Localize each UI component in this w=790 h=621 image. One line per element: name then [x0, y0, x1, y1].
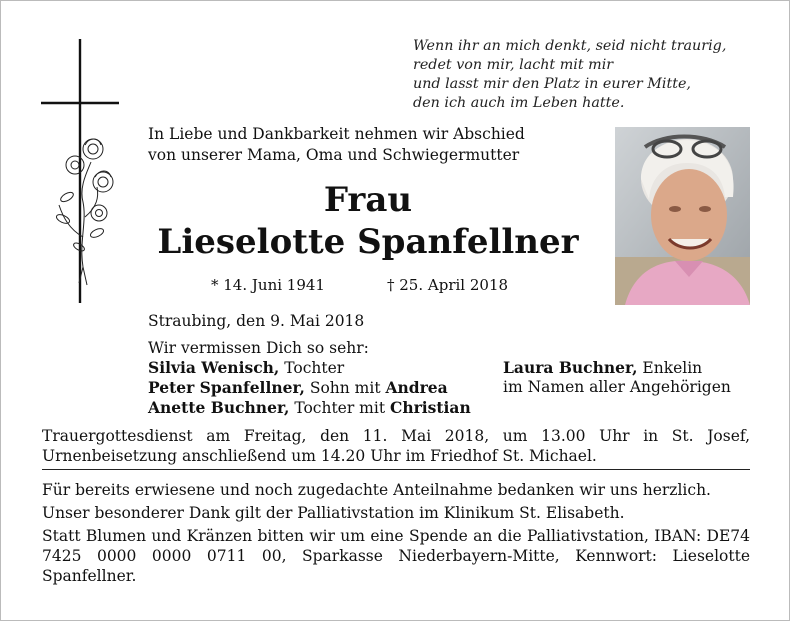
intro-line: von unserer Mama, Oma und Schwiegermutter: [148, 146, 520, 164]
mourner-relation: Tochter: [279, 359, 345, 377]
deceased-name: Lieselotte Spanfellner: [157, 222, 579, 262]
service-line: Trauergottesdienst am Freitag, den 11. Mai 2018, um 13.00 Uhr in St. Josef,: [42, 427, 750, 445]
mourner-relation: Enkelin: [637, 359, 703, 377]
mourner-name: Laura Buchner,: [503, 358, 638, 377]
service-line: Urnenbeisetzung anschließend um 14.20 Uhr im Friedhof St. Michael.: [42, 447, 597, 465]
portrait-photo: [615, 127, 750, 305]
mourner-relation: im Namen aller Angehörigen: [503, 378, 731, 396]
death-date: † 25. April 2018: [387, 276, 509, 294]
mourner-relation: Sohn mit: [304, 379, 386, 397]
mourner-name: Peter Spanfellner,: [148, 378, 305, 397]
mourners-intro: Wir vermissen Dich so sehr:: [148, 339, 369, 357]
thanks-text: [42, 480, 750, 589]
mourner-entry: [148, 398, 508, 418]
mourner-entry: [503, 378, 763, 397]
poem-line: den ich auch im Leben hatte.: [413, 95, 625, 111]
intro-line: In Liebe und Dankbarkeit nehmen wir Abschied: [148, 125, 525, 143]
mourner-name: Silvia Wenisch,: [148, 358, 280, 377]
mourner-entry: [148, 378, 508, 398]
mourner-partner-name: Andrea: [385, 378, 448, 397]
birth-date: * 14. Juni 1941: [211, 276, 325, 294]
mourner-name: Anette Buchner,: [148, 398, 290, 417]
intro-text: [148, 124, 588, 166]
thanks-paragraph: Unser besonderer Dank gilt der Palliativstation im Klinikum St. Elisabeth.: [42, 504, 625, 522]
poem-line: Wenn ihr an mich denkt, seid nicht traurig,: [413, 38, 727, 54]
poem-line: redet von mir, lacht mit mir: [413, 57, 614, 73]
honorific: Frau: [323, 180, 413, 220]
mourner-entry: [148, 358, 508, 378]
cross-with-roses-icon: [39, 37, 129, 307]
mourner-entry: [503, 358, 763, 378]
mourner-partner-name: Christian: [390, 398, 471, 417]
deceased-name-block: [148, 179, 588, 263]
divider: [42, 469, 750, 470]
poem-line: und lasst mir den Platz in eurer Mitte,: [413, 76, 691, 92]
donation-paragraph: Statt Blumen und Kränzen bitten wir um eine Spende an die Palliativstation, IBAN: DE74 7425 0000 0000 0711 00, Sparkasse Niederbayern-Mitte, Kennwort: Lieselotte Spanfellner.: [42, 527, 750, 585]
place-and-date: Straubing, den 9. Mai 2018: [148, 312, 365, 330]
funeral-service-info: [42, 426, 750, 466]
mourner-relation: Tochter mit: [289, 399, 390, 417]
memorial-poem: [413, 37, 773, 113]
mourners-right-column: [503, 358, 763, 397]
thanks-paragraph: Für bereits erwiesene und noch zugedachte Anteilnahme bedanken wir uns herzlich.: [42, 481, 711, 499]
mourners-left-column: [148, 339, 508, 418]
